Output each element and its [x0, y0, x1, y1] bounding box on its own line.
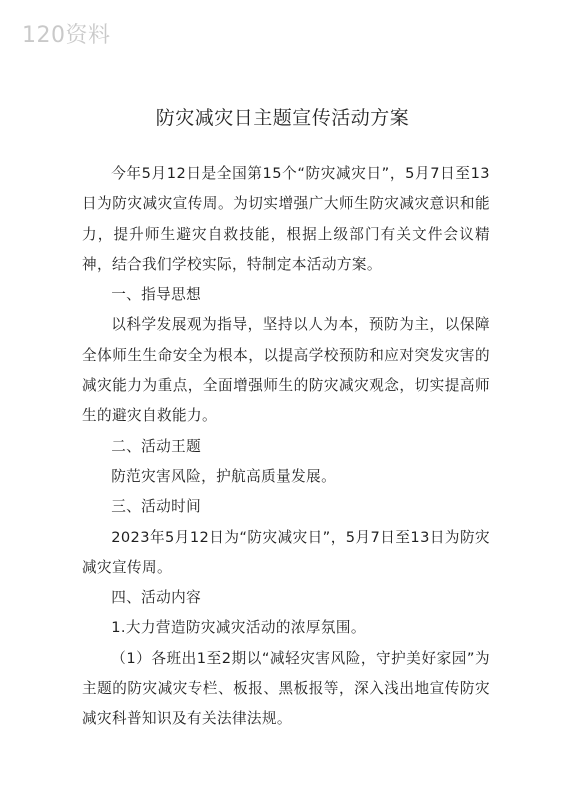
document-body — [82, 159, 490, 735]
document-title: 防灾减灾日主题宣传活动方案 — [155, 107, 410, 129]
section-heading-guiding-ideology: 一、指导思想 — [111, 286, 202, 304]
content-item-1: 1.大力营造防灾减灾活动的浓厚氛围。 — [111, 619, 366, 637]
section-heading-theme: 二、活动王题 — [111, 437, 202, 455]
watermark: 120资料 — [22, 23, 111, 48]
section-heading-content: 四、活动内容 — [111, 589, 202, 607]
content-item-1-sub-1: （1）各班出1至2期以“减轻灾害风险，守护美好家园”为主题的防灾减灾专栏、板报、黑板报等，深入浅出地宣传防灾减灾科普知识及有关法律法规。 — [82, 649, 490, 728]
time-paragraph: 2023年5月12日为“防灾减灾日”，5月7日至13日为防灾减灾宣传周。 — [82, 528, 490, 576]
guiding-ideology-paragraph: 以科学发展观为指导，坚持以人为本，预防为主，以保障全体师生生命安全为根本，以提高学校预防和应对突发灾害的减灾能力为重点，全面增强师生的防灾减灾观念，切实提高师生的避灾自救能力。 — [82, 316, 490, 425]
theme-paragraph: 防范灾害风险，护航高质量发展。 — [111, 467, 337, 485]
section-heading-time: 三、活动时间 — [111, 498, 202, 516]
intro-paragraph: 今年5月12日是全国第15个“防灾减灾日”，5月7日至13日为防灾减灾宣传周。为切实增强广大师生防灾减灾意识和能力，提升师生避灾自救技能，根据上级部门有关文件会议精神，结合我们学校实际，特制定本活动方案。 — [82, 165, 490, 273]
